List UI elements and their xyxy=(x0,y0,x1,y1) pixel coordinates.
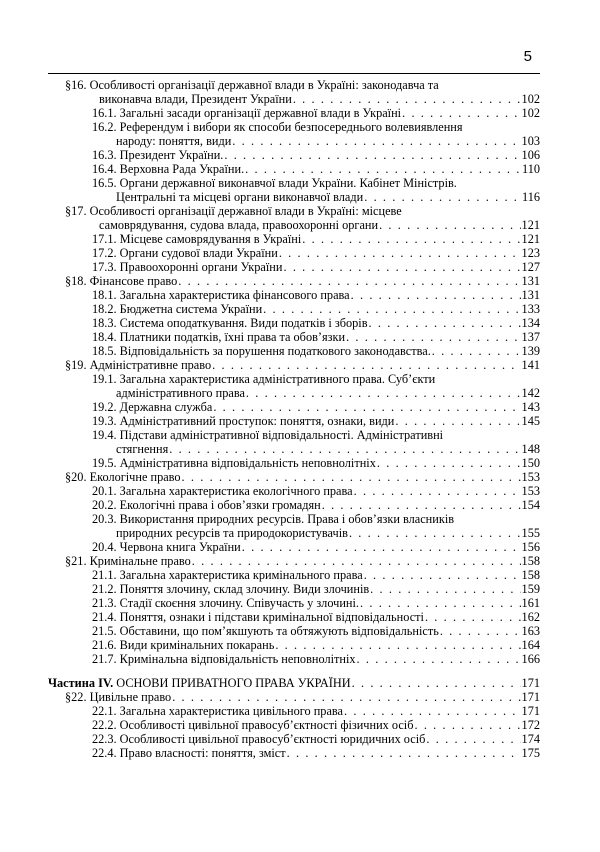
toc-entry xyxy=(48,652,540,666)
toc-entry-title: §19. Адміністративне право xyxy=(65,358,212,372)
toc-entry-title: 22.2. Особливості цивільної правосуб’єктності фізичних осіб xyxy=(92,718,414,732)
toc-page-number: 174 xyxy=(521,732,540,746)
toc-page-number: 102 xyxy=(521,106,540,120)
toc-entry-title: 20.4. Червона книга України xyxy=(92,540,241,554)
toc-page-number: 121 xyxy=(521,232,540,246)
toc-leader-dots xyxy=(322,498,521,512)
toc-entry xyxy=(48,732,540,746)
toc-page-number: 158 xyxy=(521,554,540,568)
toc-entry-title: §20. Екологічне право xyxy=(65,470,181,484)
toc-entry xyxy=(48,676,540,690)
toc-entry xyxy=(48,92,540,106)
toc-entry xyxy=(48,386,540,400)
toc-page-number: 131 xyxy=(521,274,540,288)
toc-entry xyxy=(48,78,540,92)
toc-entry xyxy=(48,512,540,526)
toc-page-number: 143 xyxy=(521,400,540,414)
toc-entry-title: 17.1. Місцеве самоврядування в Україні xyxy=(92,232,302,246)
toc-entry-title: 16.2. Референдум і вибори як способи безпосереднього волевиявлення xyxy=(92,120,463,134)
toc-page-number: 131 xyxy=(521,288,540,302)
toc-entry-title: адміністративного права xyxy=(116,386,245,400)
toc-entry-title: народу: поняття, види xyxy=(116,134,232,148)
toc-leader-dots xyxy=(432,344,521,358)
toc-leader-dots xyxy=(370,582,520,596)
toc-entry xyxy=(48,596,540,610)
toc-entry xyxy=(48,106,540,120)
toc-entry-title: 19.4. Підстави адміністративної відповідальності. Адміністративні xyxy=(92,428,444,442)
toc-leader-dots xyxy=(402,106,520,120)
toc-entry-title: 21.4. Поняття, ознаки і підстави кримінальної відповідальності xyxy=(92,610,424,624)
toc-leader-dots xyxy=(283,260,520,274)
toc-page-number: 159 xyxy=(521,582,540,596)
toc-entry-title: §18. Фінансове право xyxy=(65,274,178,288)
toc-leader-dots xyxy=(279,246,521,260)
toc-leader-dots xyxy=(275,638,520,652)
toc-entry xyxy=(48,428,540,442)
toc-leader-dots xyxy=(263,302,520,316)
toc-entry xyxy=(48,498,540,512)
table-of-contents xyxy=(48,78,540,760)
toc-leader-dots xyxy=(182,470,521,484)
toc-page-number: 127 xyxy=(521,260,540,274)
toc-entry-title: 17.2. Органи судової влади України xyxy=(92,246,278,260)
toc-entry-title: §16. Особливості організації державної влади в Україні: законодавча та xyxy=(65,78,439,92)
toc-page-number: 134 xyxy=(521,316,540,330)
toc-entry-title: виконавча влади, Президент України xyxy=(99,92,292,106)
toc-leader-dots xyxy=(354,484,521,498)
toc-entry xyxy=(48,204,540,218)
toc-entry-title: 19.2. Державна служба xyxy=(92,400,213,414)
toc-entry-title: 18.5. Відповідальність за порушення податкового законодавства. xyxy=(92,344,431,358)
toc-entry xyxy=(48,582,540,596)
toc-entry xyxy=(48,232,540,246)
toc-leader-dots xyxy=(212,358,520,372)
toc-entry xyxy=(48,568,540,582)
toc-leader-dots xyxy=(377,456,521,470)
toc-page-number: 137 xyxy=(521,330,540,344)
toc-entry xyxy=(48,470,540,484)
toc-entry-title: 16.5. Органи державної виконавчої влади України. Кабінет Міністрів. xyxy=(92,176,457,190)
header-rule xyxy=(48,73,540,74)
toc-entry-title: самоврядування, судова влада, правоохоронні органи xyxy=(99,218,379,232)
toc-page-number: 121 xyxy=(521,218,540,232)
toc-entry-title: Центральні та місцеві органи виконавчої влади xyxy=(116,190,364,204)
toc-entry-title: 19.5. Адміністративна відповідальність неповнолітніх xyxy=(92,456,376,470)
toc-entry xyxy=(48,358,540,372)
toc-leader-dots xyxy=(440,624,521,638)
toc-entry-title: 19.3. Адміністративний проступок: поняття, ознаки, види xyxy=(92,414,395,428)
toc-page-number: 106 xyxy=(521,148,540,162)
toc-entry xyxy=(48,274,540,288)
toc-entry xyxy=(48,526,540,540)
toc-entry xyxy=(48,344,540,358)
toc-page-number: 175 xyxy=(521,746,540,760)
toc-part-title: ОСНОВИ ПРИВАТНОГО ПРАВА УКРАЇНИ xyxy=(113,676,351,690)
toc-page-number: 171 xyxy=(521,676,540,690)
toc-entry-title: 22.1. Загальна характеристика цивільного права xyxy=(92,704,344,718)
toc-entry-title: 21.1. Загальна характеристика кримінального права xyxy=(92,568,363,582)
toc-entry-title: 21.3. Стадії скоєння злочину. Співучасть у злочині. xyxy=(92,596,359,610)
toc-page-number: 102 xyxy=(521,92,540,106)
toc-entry xyxy=(48,638,540,652)
toc-page-number: 123 xyxy=(521,246,540,260)
toc-page-number: 154 xyxy=(521,498,540,512)
toc-leader-dots xyxy=(349,526,521,540)
toc-entry xyxy=(48,704,540,718)
toc-page-number: 103 xyxy=(521,134,540,148)
toc-page-number: 150 xyxy=(521,456,540,470)
toc-entry-title: 20.3. Використання природних ресурсів. Права і обов’язки власників xyxy=(92,512,455,526)
toc-entry-title: 21.5. Обставини, що пом’якшують та обтяжують відповідальність xyxy=(92,624,439,638)
toc-entry-title: 20.2. Екологічні права і обов’язки громадян xyxy=(92,498,321,512)
toc-entry xyxy=(48,120,540,134)
toc-entry-title: 16.4. Верховна Рада України. xyxy=(92,162,245,176)
toc-leader-dots xyxy=(352,676,521,690)
toc-leader-dots xyxy=(414,718,520,732)
toc-leader-dots xyxy=(369,316,521,330)
toc-entry xyxy=(48,176,540,190)
toc-page-number: 145 xyxy=(521,414,540,428)
toc-leader-dots xyxy=(360,596,521,610)
toc-page-number: 141 xyxy=(521,358,540,372)
toc-leader-dots xyxy=(346,330,520,344)
toc-leader-dots xyxy=(351,288,521,302)
toc-leader-dots xyxy=(364,190,521,204)
toc-entry-title: 19.1. Загальна характеристика адміністративного права. Суб’єкти xyxy=(92,372,436,386)
toc-entry xyxy=(48,442,540,456)
toc-page-number: 166 xyxy=(521,652,540,666)
toc-page-number: 164 xyxy=(521,638,540,652)
toc-entry xyxy=(48,746,540,760)
toc-leader-dots xyxy=(287,746,521,760)
toc-entry-title: §22. Цивільне право xyxy=(65,690,172,704)
toc-entry-title: 21.7. Кримінальна відповідальність неповнолітніх xyxy=(92,652,356,666)
toc-page-number: 171 xyxy=(521,690,540,704)
toc-page-number: 139 xyxy=(521,344,540,358)
toc-leader-dots xyxy=(364,568,521,582)
toc-entry-title: 21.2. Поняття злочину, склад злочину. Види злочинів xyxy=(92,582,370,596)
toc-leader-dots xyxy=(357,652,521,666)
toc-page-number: 155 xyxy=(521,526,540,540)
toc-entry-title: 18.3. Система оподаткування. Види податків і зборів xyxy=(92,316,368,330)
toc-entry-title: 18.2. Бюджетна система України xyxy=(92,302,263,316)
toc-leader-dots xyxy=(192,554,521,568)
toc-page-number: 110 xyxy=(522,162,540,176)
toc-leader-dots xyxy=(172,690,520,704)
toc-leader-dots xyxy=(169,442,520,456)
toc-leader-dots xyxy=(246,386,521,400)
toc-entry-title: стягнення xyxy=(116,442,169,456)
toc-leader-dots xyxy=(425,610,521,624)
toc-entry xyxy=(48,624,540,638)
toc-leader-dots xyxy=(224,148,520,162)
toc-leader-dots xyxy=(379,218,520,232)
toc-leader-dots xyxy=(213,400,520,414)
toc-entry xyxy=(48,554,540,568)
toc-entry xyxy=(48,316,540,330)
toc-page-number: 161 xyxy=(521,596,540,610)
toc-entry xyxy=(48,690,540,704)
toc-page-number: 142 xyxy=(521,386,540,400)
toc-entry xyxy=(48,540,540,554)
toc-entry xyxy=(48,162,540,176)
toc-entry xyxy=(48,414,540,428)
toc-gap xyxy=(48,666,540,676)
toc-entry-title: 17.3. Правоохоронні органи України xyxy=(92,260,283,274)
toc-entry xyxy=(48,302,540,316)
toc-leader-dots xyxy=(293,92,521,106)
toc-entry xyxy=(48,484,540,498)
toc-page-number: 163 xyxy=(521,624,540,638)
toc-entry-title xyxy=(48,676,351,690)
toc-entry xyxy=(48,246,540,260)
toc-leader-dots xyxy=(178,274,520,288)
toc-page-number: 158 xyxy=(521,568,540,582)
toc-entry-title: 22.3. Особливості цивільної правосуб’єктності юридичних осіб xyxy=(92,732,426,746)
toc-entry xyxy=(48,260,540,274)
toc-entry xyxy=(48,134,540,148)
toc-entry xyxy=(48,372,540,386)
toc-entry xyxy=(48,190,540,204)
toc-page-number: 172 xyxy=(521,718,540,732)
toc-entry-title: 20.1. Загальна характеристика екологічного права xyxy=(92,484,353,498)
page-number: 5 xyxy=(523,48,532,65)
toc-page-number: 148 xyxy=(521,442,540,456)
toc-page-number: 116 xyxy=(522,190,540,204)
toc-entry xyxy=(48,148,540,162)
toc-leader-dots xyxy=(245,162,521,176)
toc-page-number: 153 xyxy=(521,484,540,498)
toc-page-number: 156 xyxy=(521,540,540,554)
toc-entry-title: природних ресурсів та природокористувачів xyxy=(116,526,348,540)
toc-page-number: 133 xyxy=(521,302,540,316)
toc-leader-dots xyxy=(395,414,520,428)
toc-entry xyxy=(48,456,540,470)
toc-page-number: 162 xyxy=(521,610,540,624)
toc-page-number: 153 xyxy=(521,470,540,484)
toc-entry-title: 22.4. Право власності: поняття, зміст xyxy=(92,746,286,760)
toc-entry-title: 18.4. Платники податків, їхні права та обов’язки xyxy=(92,330,346,344)
toc-entry xyxy=(48,288,540,302)
toc-entry-title: 16.3. Президент України. xyxy=(92,148,224,162)
toc-leader-dots xyxy=(344,704,521,718)
toc-entry-title: 21.6. Види кримінальних покарань xyxy=(92,638,275,652)
toc-entry-title: §21. Кримінальне право xyxy=(65,554,191,568)
toc-leader-dots xyxy=(242,540,521,554)
toc-page-number: 171 xyxy=(521,704,540,718)
toc-entry-title: 16.1. Загальні засади організації державної влади в Україні xyxy=(92,106,402,120)
toc-leader-dots xyxy=(426,732,520,746)
toc-entry xyxy=(48,718,540,732)
toc-entry xyxy=(48,400,540,414)
toc-entry xyxy=(48,330,540,344)
toc-entry xyxy=(48,218,540,232)
toc-leader-dots xyxy=(232,134,520,148)
toc-entry-title: §17. Особливості організації державної влади в Україні: місцеве xyxy=(65,204,402,218)
toc-entry-title: 18.1. Загальна характеристика фінансового права xyxy=(92,288,350,302)
toc-entry xyxy=(48,610,540,624)
toc-part-label: Частина IV. xyxy=(48,676,114,690)
toc-leader-dots xyxy=(302,232,520,246)
